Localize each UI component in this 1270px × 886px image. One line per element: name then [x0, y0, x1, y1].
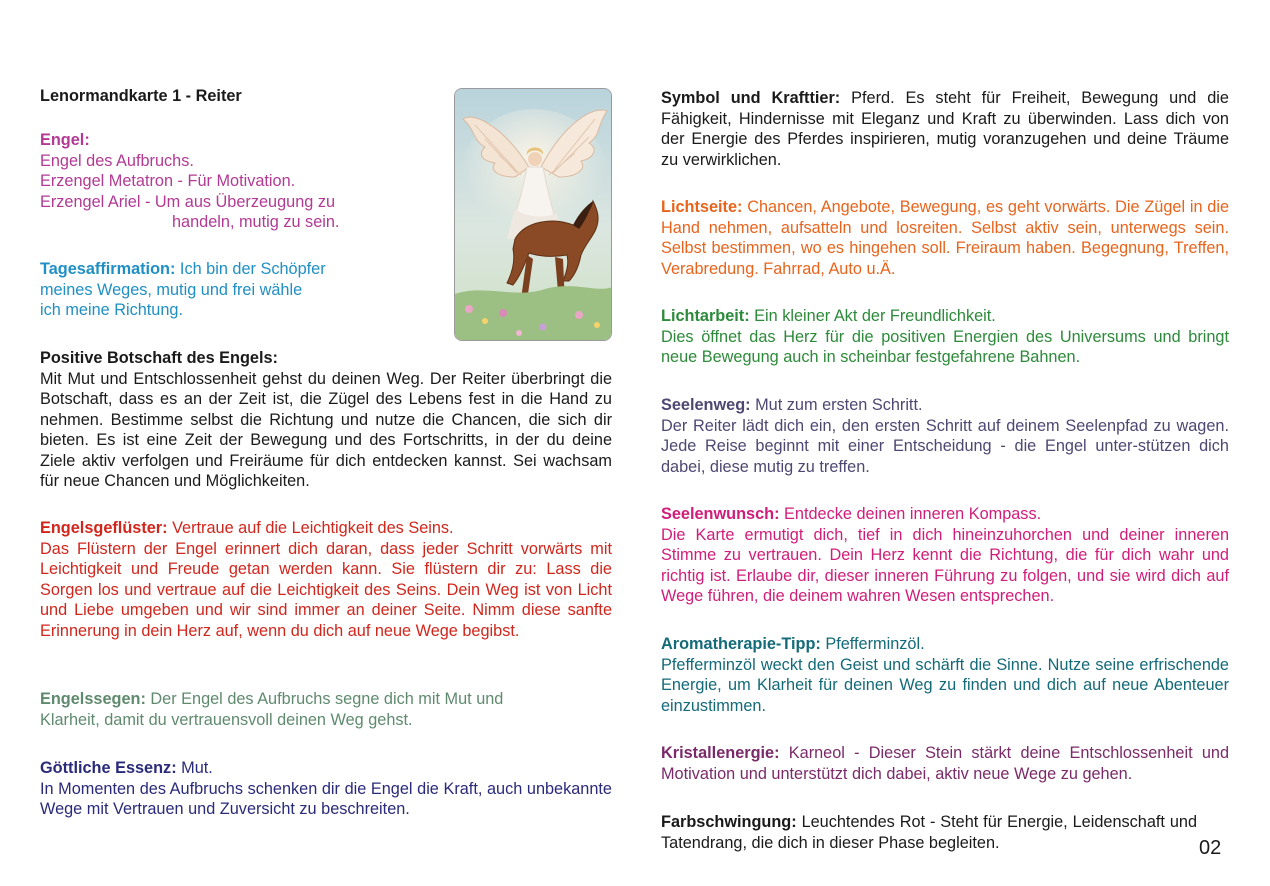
- segen-section: [40, 689, 612, 730]
- engel-section: [40, 130, 380, 233]
- gefluester-text: Das Flüstern der Engel erinnert dich daran, dass jeder Schritt vorwärts mit Leichtigkeit und Freude getan werden kann. Sie flüstern dir zu: Lass die Sorgen los und vertraue auf die Leichtigkeit des Seins. Dein Weg ist von Licht und Liebe umgeben und wir sind immer an deiner Seite. Nimm diese sanfte Erinnerung in dein Herz auf, wenn du dich auf neue Wege begibst.: [40, 539, 612, 640]
- aroma-text: Pfefferminzöl weckt den Geist und schärft die Sinne. Nutze seine erfrischende Energie, um Klarheit für deinen Weg zu finden und dich auf neue Abenteuer einzustimmen.: [661, 655, 1229, 715]
- gefluester-section: [40, 518, 612, 641]
- seelenweg-label: Seelenweg:: [661, 396, 751, 414]
- botschaft-heading: Positive Botschaft des Engels:: [40, 349, 278, 367]
- farbe-label: Farbschwingung:: [661, 813, 797, 831]
- farbe-section: [661, 812, 1197, 853]
- botschaft-text: Mit Mut und Entschlossenheit gehst du deinen Weg. Der Reiter überbringt die Botschaft, dass es an der Zeit ist, die Zügel des Lebens fest in die Hand zu nehmen. Bestimme selbst die Richtung und nutze die Chancen, die sich dir bieten. Es ist eine Zeit der Bewegung und des Fortschritts, in der du deine Ziele aktiv verfolgen und Freiräume für dich entdecken kannst. Sei wachsam für neue Chancen und Möglichkeiten.: [40, 369, 612, 490]
- seelenweg-text: Der Reiter lädt dich ein, den ersten Schritt auf deinem Seelenpfad zu wagen. Jede Reise beginnt mit einer Entscheidung - die Engel unter-stützen dich dabei, diese mutig zu treffen.: [661, 416, 1229, 476]
- botschaft-section: [40, 348, 612, 492]
- affirmation-text-3: ich meine Richtung.: [40, 301, 183, 319]
- lichtarbeit-lead: Ein kleiner Akt der Freundlichkeit.: [749, 307, 996, 325]
- gefluester-lead: Vertraue auf die Leichtigkeit des Seins.: [167, 519, 454, 537]
- essenz-lead: Mut.: [176, 759, 213, 777]
- aroma-lead: Pfefferminzöl.: [820, 635, 925, 653]
- kristall-section: [661, 743, 1229, 784]
- card-title: Lenormandkarte 1 - Reiter: [40, 87, 242, 105]
- farbe-text: Leuchtendes Rot - Steht für Energie, Leidenschaft und Tatendrang, die dich in dieser Phase begleiten.: [661, 813, 1197, 852]
- seelenwunsch-label: Seelenwunsch:: [661, 505, 780, 523]
- symbol-text: Pferd. Es steht für Freiheit, Bewegung und die Fähigkeit, Hindernisse mit Eleganz und Kraft zu überwinden. Lass dich von der Energie des Pferdes inspirieren, mutig voranzugehen und deine Träume zu verwirklichen.: [661, 89, 1229, 169]
- affirmation-section: [40, 259, 380, 321]
- engel-heading: Engel:: [40, 131, 90, 149]
- segen-label: Engelssegen:: [40, 690, 146, 708]
- engel-line-3: Erzengel Ariel - Um aus Überzeugung zu: [40, 192, 336, 211]
- symbol-label: Symbol und Krafttier:: [661, 89, 841, 107]
- gefluester-label: Engelsgeflüster:: [40, 519, 168, 537]
- seelenweg-lead: Mut zum ersten Schritt.: [750, 396, 923, 414]
- angel-on-horse-illustration: [455, 89, 612, 341]
- lichtseite-section: [661, 197, 1229, 279]
- aroma-label: Aromatherapie-Tipp:: [661, 635, 821, 653]
- seelenwunsch-lead: Entdecke deinen inneren Kompass.: [779, 505, 1042, 523]
- engel-line-2: Erzengel Metatron - Für Motivation.: [40, 172, 296, 190]
- seelenwunsch-text: Die Karte ermutigt dich, tief in dich hineinzuhorchen und deiner inneren Stimme zu vertrauen. Dein Herz kennt die Richtung, die für dich wahr und richtig ist. Erlaube dir, dieser inneren Führung zu folgen, und sie wird dich auf Wege führen, die deinem wahren Wesen entsprechen.: [661, 525, 1229, 605]
- page-number: 02: [1199, 837, 1222, 859]
- aroma-section: [661, 634, 1229, 716]
- lichtseite-text: Chancen, Angebote, Bewegung, es geht vorwärts. Die Zügel in die Hand nehmen, aufsatteln und losreiten. Selbst aktiv sein, unterwegs sein. Selbst bestimmen, wo es hingehen soll. Freiraum haben. Begegnung, Treffen, Verabredung. Fahrrad, Auto u.Ä.: [661, 198, 1229, 278]
- affirmation-text-1: Ich bin der Schöpfer: [175, 260, 326, 278]
- engel-line-1: Engel des Aufbruchs.: [40, 151, 194, 170]
- affirmation-label: Tagesaffirmation:: [40, 260, 176, 278]
- symbol-section: [661, 88, 1229, 170]
- lichtarbeit-text: Dies öffnet das Herz für die positiven Energien des Universums und bringt neue Bewegung auch in scheinbar festgefahrene Bahnen.: [661, 327, 1229, 366]
- essenz-text: In Momenten des Aufbruchs schenken dir die Engel die Kraft, auch unbekannte Wege mit Vertrauen und Zuversicht zu beschreiten.: [40, 779, 612, 818]
- kristall-label: Kristallenergie:: [661, 744, 780, 762]
- segen-text-2: Klarheit, damit du vertrauensvoll deinen Weg gehst.: [40, 710, 413, 729]
- kristall-text: Karneol - Dieser Stein stärkt deine Entschlossenheit und Motivation und unterstützt dich dabei, aktiv neue Wege zu gehen.: [661, 744, 1229, 783]
- lichtarbeit-section: [661, 306, 1229, 368]
- seelenweg-section: [661, 395, 1229, 477]
- essenz-label: Göttliche Essenz:: [40, 759, 177, 777]
- lichtarbeit-label: Lichtarbeit:: [661, 307, 750, 325]
- lichtseite-label: Lichtseite:: [661, 198, 743, 216]
- engel-line-4: handeln, mutig zu sein.: [172, 213, 340, 231]
- rider-angel-card-image: [454, 88, 612, 341]
- segen-text-1: Der Engel des Aufbruchs segne dich mit Mut und: [145, 690, 504, 708]
- affirmation-text-2: meines Weges, mutig und frei wähle: [40, 280, 303, 299]
- seelenwunsch-section: [661, 504, 1229, 607]
- essenz-section: [40, 758, 612, 820]
